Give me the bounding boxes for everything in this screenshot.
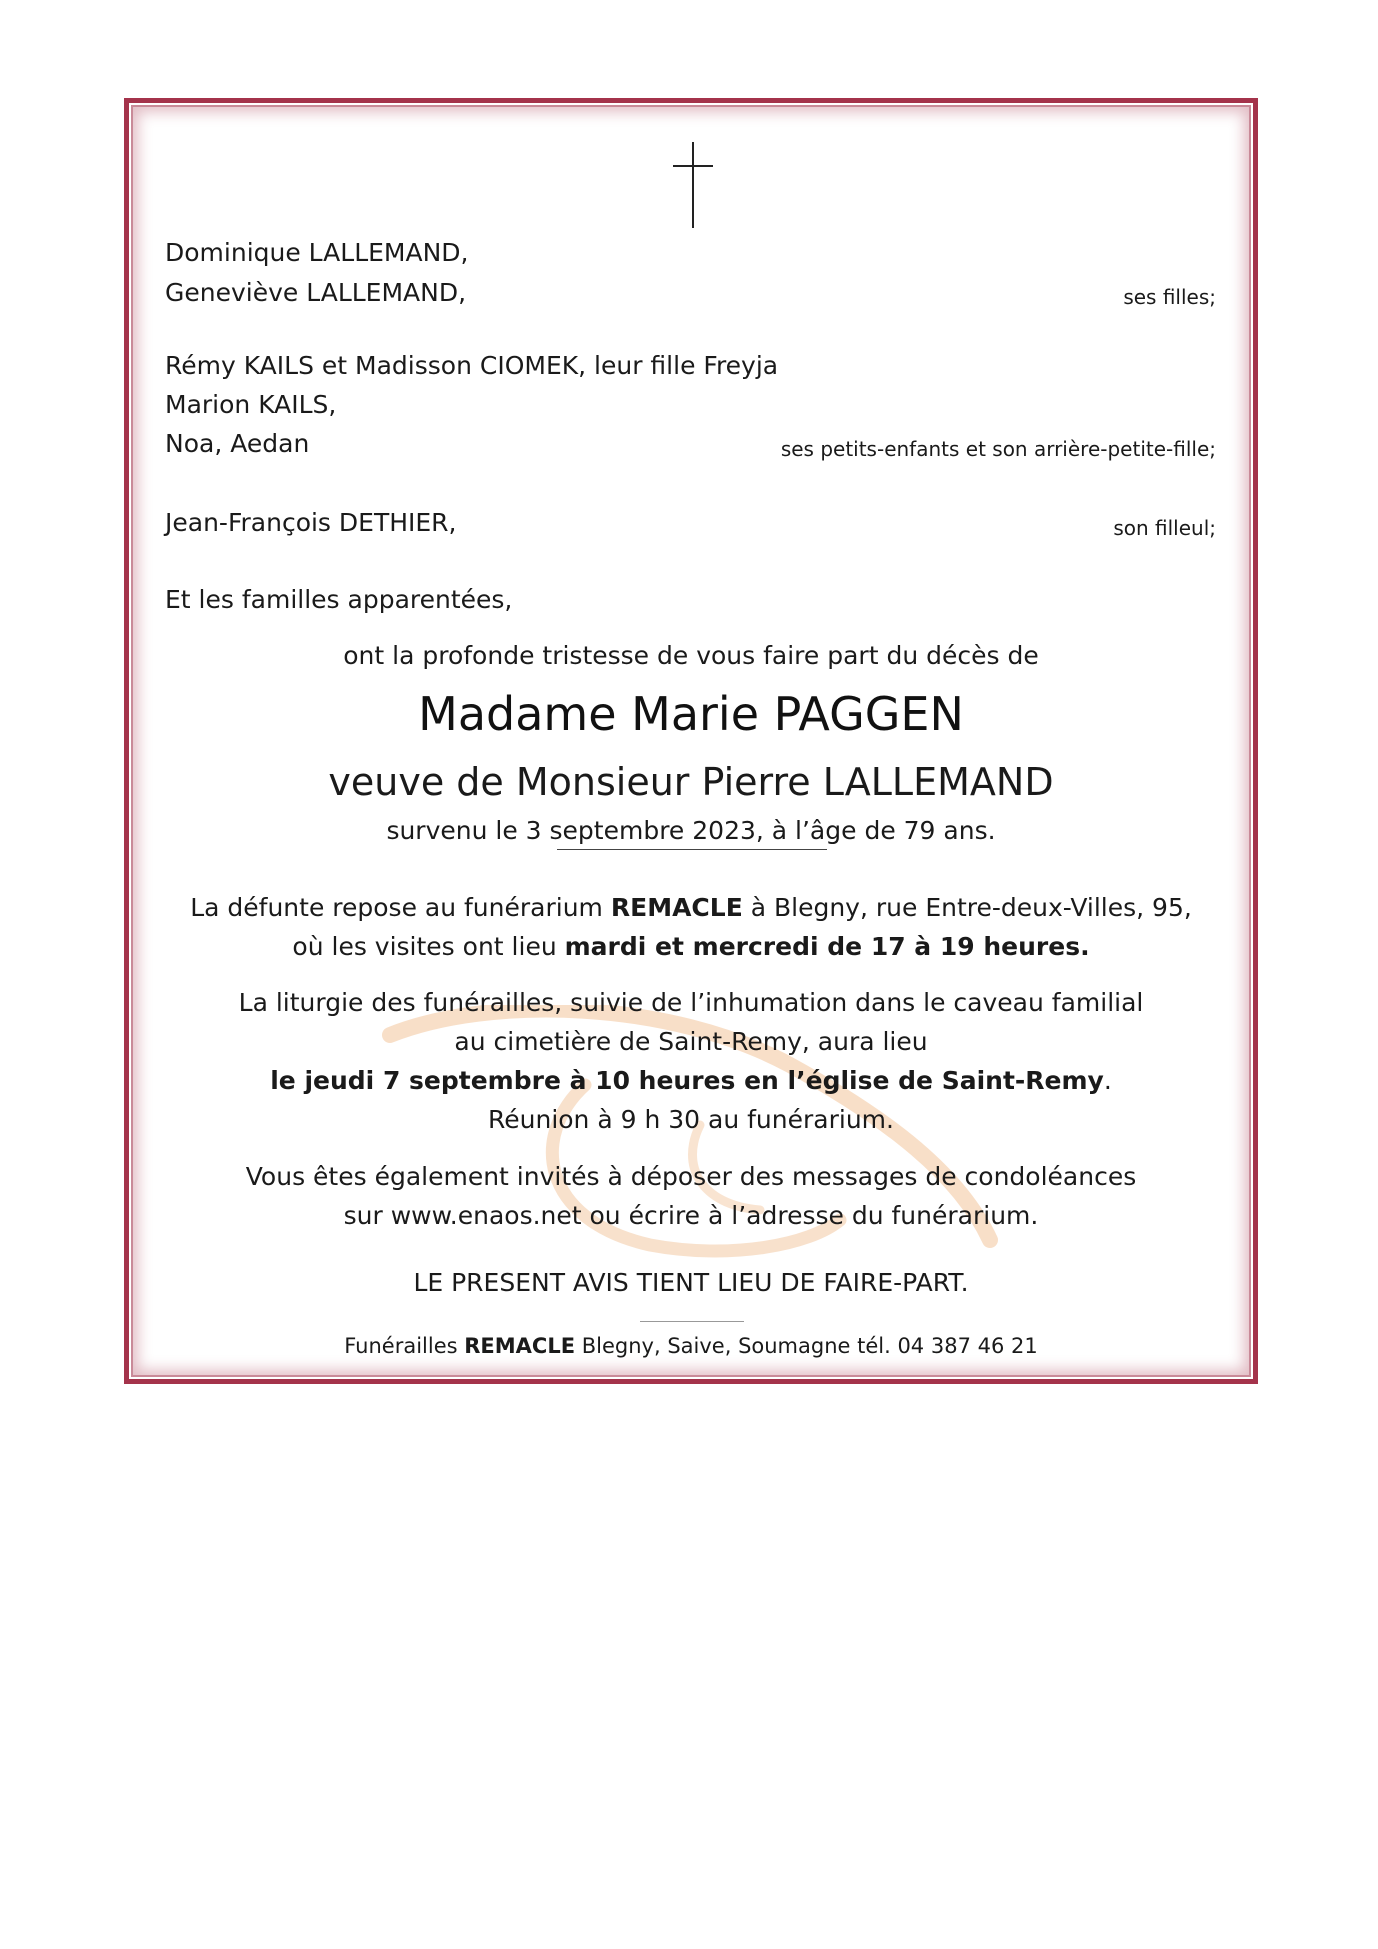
footer: Funérailles REMACLE Blegny, Saive, Soumagne tél. 04 387 46 21 [344,1334,1038,1358]
daughters-role: ses filles; [1123,285,1216,309]
grandchild-2: Marion KAILS, [165,390,337,419]
visitation-line-2: où les visites ont lieu mardi et mercredi de 17 à 19 heures. [292,932,1090,961]
divider [557,849,827,850]
footer-divider [640,1321,744,1322]
funeral-line-4: Réunion à 9 h 30 au funérarium. [488,1105,894,1134]
notice: LE PRESENT AVIS TIENT LIEU DE FAIRE-PART. [413,1268,969,1297]
relatives: Et les familles apparentées, [165,585,513,614]
death-info: survenu le 3 septembre 2023, à l’âge de 79 ans. [386,816,996,845]
godson: Jean-François DETHIER, [165,508,457,537]
godson-role: son filleul; [1113,516,1216,540]
condolences-line-2: sur www.enaos.net ou écrire à l’adresse du funérarium. [343,1201,1039,1230]
announcement-intro: ont la profonde tristesse de vous faire part du décès de [343,641,1039,670]
cross-icon [672,140,714,230]
deceased-name: Madame Marie PAGGEN [418,687,964,741]
grandchild-1: Rémy KAILS et Madisson CIOMEK, leur fille Freyja [165,351,779,380]
widow-of: veuve de Monsieur Pierre LALLEMAND [328,760,1054,804]
grandchild-3: Noa, Aedan [165,429,310,458]
daughter-2: Geneviève LALLEMAND, [165,278,467,307]
visitation-line-1: La défunte repose au funérarium REMACLE à Blegny, rue Entre-deux-Villes, 95, [190,893,1192,922]
condolences-line-1: Vous êtes également invités à déposer des messages de condoléances [245,1162,1137,1191]
daughter-1: Dominique LALLEMAND, [165,238,469,267]
funeral-line-2: au cimetière de Saint-Remy, aura lieu [454,1027,928,1056]
grandchildren-role: ses petits-enfants et son arrière-petite-fille; [780,437,1216,461]
funeral-line-3: le jeudi 7 septembre à 10 heures en l’église de Saint-Remy. [270,1066,1112,1095]
funeral-line-1: La liturgie des funérailles, suivie de l’inhumation dans le caveau familial [238,988,1144,1017]
